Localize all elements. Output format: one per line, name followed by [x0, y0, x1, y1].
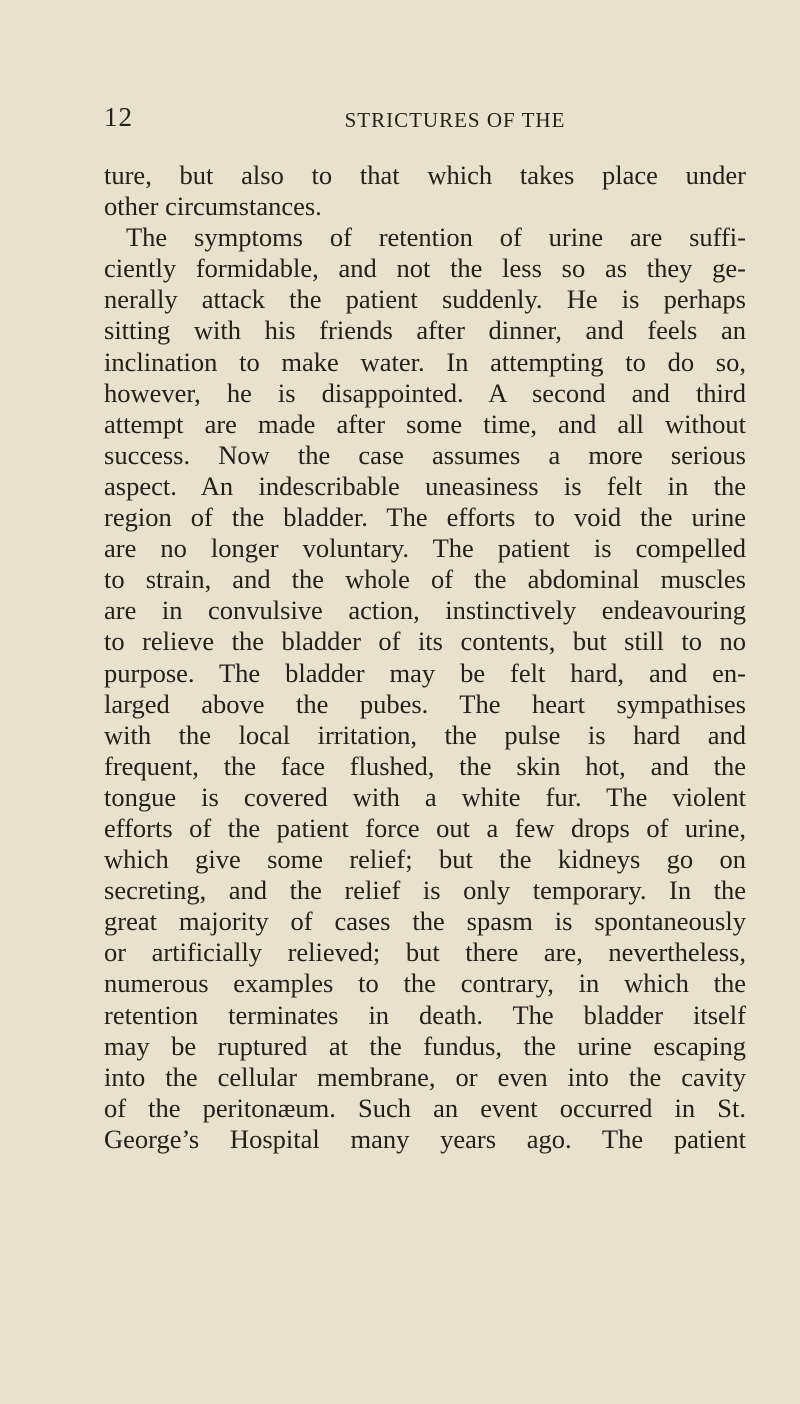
text-line: may be ruptured at the fundus, the urine escaping — [104, 1030, 746, 1061]
text-line: nerally attack the patient suddenly. He is perhaps — [104, 284, 746, 315]
text-line: retention terminates in death. The bladder itself — [104, 999, 746, 1030]
text-line: are no longer voluntary. The patient is compelled — [104, 533, 746, 564]
text-line: frequent, the face flushed, the skin hot, and the — [104, 750, 746, 781]
body-text — [104, 160, 746, 1155]
text-line: aspect. An indescribable uneasiness is felt in the — [104, 470, 746, 501]
text-line: secreting, and the relief is only temporary. In the — [104, 875, 746, 906]
text-line: The symptoms of retention of urine are suffi- — [126, 222, 746, 253]
text-line: are in convulsive action, instinctively endeavouring — [104, 595, 746, 626]
text-line: or artificially relieved; but there are, nevertheless, — [104, 937, 746, 968]
text-line: sitting with his friends after dinner, and feels an — [104, 315, 746, 346]
text-line: other circumstances. — [104, 191, 322, 222]
text-line: which give some relief; but the kidneys go on — [104, 844, 746, 875]
text-line: ciently formidable, and not the less so as they ge- — [104, 253, 746, 284]
text-line: George’s Hospital many years ago. The patient — [104, 1123, 746, 1154]
page-number: 12 — [104, 102, 133, 132]
running-head: STRICTURES OF THE — [344, 108, 566, 132]
text-line: great majority of cases the spasm is spontaneously — [104, 906, 746, 937]
text-line: success. Now the case assumes a more serious — [104, 439, 746, 470]
text-line: region of the bladder. The efforts to void the urine — [104, 502, 746, 533]
text-line: inclination to make water. In attempting to do so, — [104, 346, 746, 377]
page-header — [104, 100, 746, 140]
text-line: to relieve the bladder of its contents, but still to no — [104, 626, 746, 657]
text-line: larged above the pubes. The heart sympathises — [104, 688, 746, 719]
text-line: efforts of the patient force out a few drops of urine, — [104, 812, 746, 843]
text-line: to strain, and the whole of the abdominal muscles — [104, 564, 746, 595]
text-line: of the peritonæum. Such an event occurred in St. — [104, 1092, 746, 1123]
text-line: numerous examples to the contrary, in which the — [104, 968, 746, 999]
text-line: attempt are made after some time, and all without — [104, 408, 746, 439]
text-line: purpose. The bladder may be felt hard, and en- — [104, 657, 746, 688]
text-line: tongue is covered with a white fur. The violent — [104, 781, 746, 812]
text-line: into the cellular membrane, or even into the cavity — [104, 1061, 746, 1092]
text-line: however, he is disappointed. A second and third — [104, 377, 746, 408]
text-line: with the local irritation, the pulse is hard and — [104, 719, 746, 750]
text-line: ture, but also to that which takes place under — [104, 160, 746, 190]
